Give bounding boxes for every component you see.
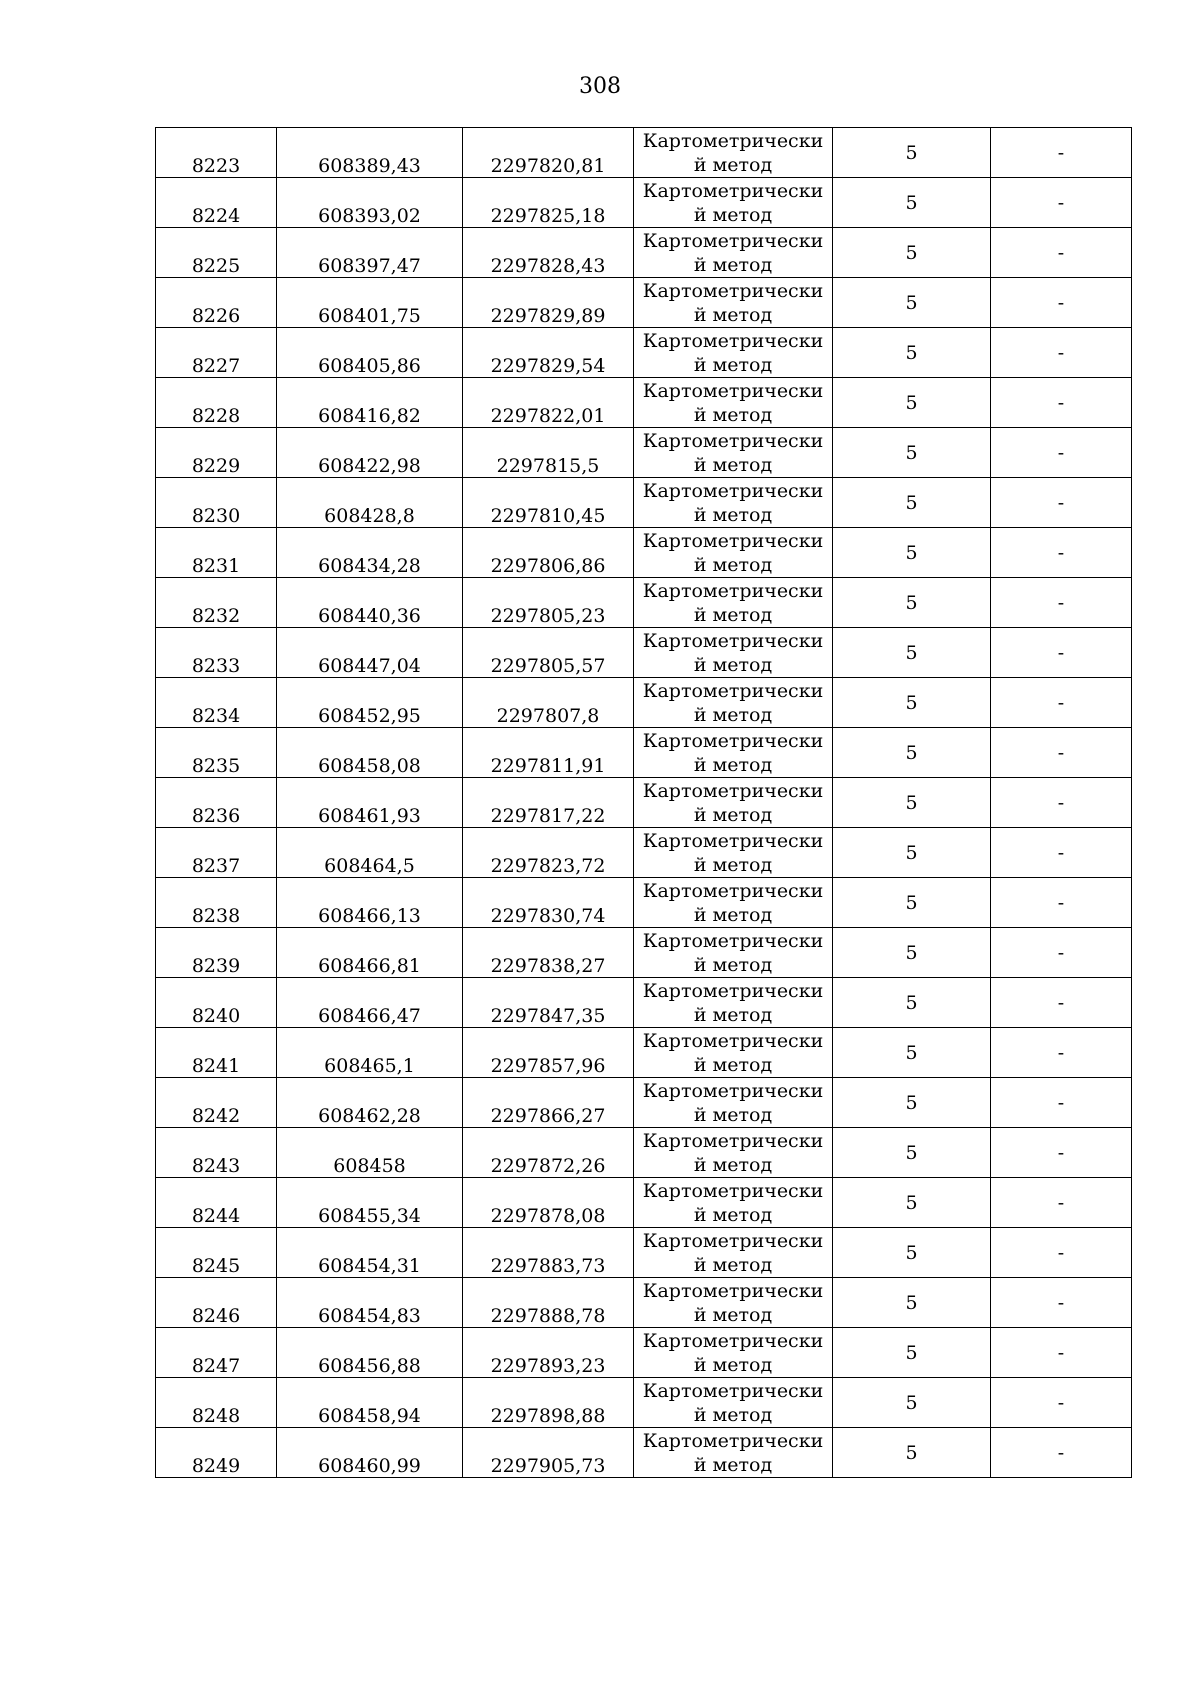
description-cell: - xyxy=(991,328,1132,378)
coordinates-table xyxy=(155,127,1132,1478)
accuracy-cell: 5 xyxy=(833,1328,991,1378)
point-number-cell: 8228 xyxy=(156,378,277,428)
y-coordinate-cell: 2297807,8 xyxy=(463,678,634,728)
point-number-cell: 8249 xyxy=(156,1428,277,1478)
description-cell: - xyxy=(991,528,1132,578)
point-number-cell: 8224 xyxy=(156,178,277,228)
y-coordinate-cell: 2297872,26 xyxy=(463,1128,634,1178)
table-row xyxy=(156,1428,1132,1478)
description-cell: - xyxy=(991,428,1132,478)
page-number: 308 xyxy=(579,74,621,99)
x-coordinate-cell: 608466,47 xyxy=(277,978,463,1028)
accuracy-cell: 5 xyxy=(833,278,991,328)
point-number-cell: 8226 xyxy=(156,278,277,328)
x-coordinate-cell: 608456,88 xyxy=(277,1328,463,1378)
method-line-1: Картометрически xyxy=(642,929,824,952)
description-cell: - xyxy=(991,478,1132,528)
table-row xyxy=(156,1178,1132,1228)
method-line-1: Картометрически xyxy=(642,1129,824,1152)
method-cell xyxy=(634,128,833,178)
point-number-cell: 8234 xyxy=(156,678,277,728)
method-line-1: Картометрически xyxy=(642,879,824,902)
method-line-2: й метод xyxy=(693,1053,773,1076)
table-row xyxy=(156,878,1132,928)
table-row xyxy=(156,678,1132,728)
method-line-2: й метод xyxy=(693,1453,773,1476)
point-number-cell: 8244 xyxy=(156,1178,277,1228)
y-coordinate-cell: 2297825,18 xyxy=(463,178,634,228)
x-coordinate-cell: 608466,13 xyxy=(277,878,463,928)
method-line-1: Картометрически xyxy=(642,779,824,802)
method-line-2: й метод xyxy=(693,1253,773,1276)
x-coordinate-cell: 608422,98 xyxy=(277,428,463,478)
method-cell xyxy=(634,1378,833,1428)
accuracy-cell: 5 xyxy=(833,428,991,478)
method-line-2: й метод xyxy=(693,453,773,476)
y-coordinate-cell: 2297805,23 xyxy=(463,578,634,628)
table-row xyxy=(156,578,1132,628)
x-coordinate-cell: 608460,99 xyxy=(277,1428,463,1478)
accuracy-cell: 5 xyxy=(833,828,991,878)
x-coordinate-cell: 608458,94 xyxy=(277,1378,463,1428)
description-cell: - xyxy=(991,1178,1132,1228)
description-cell: - xyxy=(991,278,1132,328)
method-line-1: Картометрически xyxy=(642,1279,824,1302)
accuracy-cell: 5 xyxy=(833,778,991,828)
point-number-cell: 8236 xyxy=(156,778,277,828)
accuracy-cell: 5 xyxy=(833,1378,991,1428)
accuracy-cell: 5 xyxy=(833,1128,991,1178)
description-cell: - xyxy=(991,828,1132,878)
method-cell xyxy=(634,478,833,528)
method-cell xyxy=(634,1078,833,1128)
method-cell xyxy=(634,1028,833,1078)
method-cell xyxy=(634,578,833,628)
method-line-1: Картометрически xyxy=(642,979,824,1002)
point-number-cell: 8223 xyxy=(156,128,277,178)
method-line-1: Картометрически xyxy=(642,829,824,852)
x-coordinate-cell: 608397,47 xyxy=(277,228,463,278)
description-cell: - xyxy=(991,1428,1132,1478)
accuracy-cell: 5 xyxy=(833,528,991,578)
point-number-cell: 8248 xyxy=(156,1378,277,1428)
method-line-2: й метод xyxy=(693,1303,773,1326)
x-coordinate-cell: 608455,34 xyxy=(277,1178,463,1228)
method-cell xyxy=(634,678,833,728)
description-cell: - xyxy=(991,1078,1132,1128)
method-line-2: й метод xyxy=(693,703,773,726)
method-line-1: Картометрически xyxy=(642,729,824,752)
method-cell xyxy=(634,1428,833,1478)
method-cell xyxy=(634,1278,833,1328)
table-row xyxy=(156,1028,1132,1078)
table-row xyxy=(156,1328,1132,1378)
y-coordinate-cell: 2297866,27 xyxy=(463,1078,634,1128)
method-line-1: Картометрически xyxy=(642,329,824,352)
method-line-2: й метод xyxy=(693,853,773,876)
method-line-1: Картометрически xyxy=(642,229,824,252)
accuracy-cell: 5 xyxy=(833,928,991,978)
table-row xyxy=(156,428,1132,478)
description-cell: - xyxy=(991,128,1132,178)
method-cell xyxy=(634,1178,833,1228)
method-line-1: Картометрически xyxy=(642,1079,824,1102)
method-line-1: Картометрически xyxy=(642,679,824,702)
accuracy-cell: 5 xyxy=(833,1228,991,1278)
point-number-cell: 8239 xyxy=(156,928,277,978)
point-number-cell: 8235 xyxy=(156,728,277,778)
point-number-cell: 8247 xyxy=(156,1328,277,1378)
accuracy-cell: 5 xyxy=(833,128,991,178)
table-row xyxy=(156,778,1132,828)
method-cell xyxy=(634,628,833,678)
method-cell xyxy=(634,178,833,228)
method-line-2: й метод xyxy=(693,553,773,576)
method-line-1: Картометрически xyxy=(642,279,824,302)
table-row xyxy=(156,128,1132,178)
method-line-2: й метод xyxy=(693,803,773,826)
y-coordinate-cell: 2297838,27 xyxy=(463,928,634,978)
x-coordinate-cell: 608440,36 xyxy=(277,578,463,628)
description-cell: - xyxy=(991,628,1132,678)
accuracy-cell: 5 xyxy=(833,1028,991,1078)
point-number-cell: 8245 xyxy=(156,1228,277,1278)
x-coordinate-cell: 608454,83 xyxy=(277,1278,463,1328)
accuracy-cell: 5 xyxy=(833,628,991,678)
accuracy-cell: 5 xyxy=(833,1278,991,1328)
point-number-cell: 8241 xyxy=(156,1028,277,1078)
table-row xyxy=(156,1278,1132,1328)
method-line-2: й метод xyxy=(693,153,773,176)
y-coordinate-cell: 2297810,45 xyxy=(463,478,634,528)
method-line-2: й метод xyxy=(693,953,773,976)
table-row xyxy=(156,928,1132,978)
table-row xyxy=(156,1078,1132,1128)
table-body xyxy=(156,128,1132,1478)
y-coordinate-cell: 2297817,22 xyxy=(463,778,634,828)
x-coordinate-cell: 608458 xyxy=(277,1128,463,1178)
table-row xyxy=(156,178,1132,228)
point-number-cell: 8237 xyxy=(156,828,277,878)
method-line-2: й метод xyxy=(693,203,773,226)
description-cell: - xyxy=(991,578,1132,628)
x-coordinate-cell: 608401,75 xyxy=(277,278,463,328)
method-line-2: й метод xyxy=(693,503,773,526)
accuracy-cell: 5 xyxy=(833,1178,991,1228)
y-coordinate-cell: 2297857,96 xyxy=(463,1028,634,1078)
method-cell xyxy=(634,928,833,978)
x-coordinate-cell: 608458,08 xyxy=(277,728,463,778)
method-line-2: й метод xyxy=(693,903,773,926)
point-number-cell: 8242 xyxy=(156,1078,277,1128)
y-coordinate-cell: 2297806,86 xyxy=(463,528,634,578)
description-cell: - xyxy=(991,1378,1132,1428)
y-coordinate-cell: 2297829,54 xyxy=(463,328,634,378)
method-line-2: й метод xyxy=(693,653,773,676)
method-cell xyxy=(634,1228,833,1278)
table-row xyxy=(156,228,1132,278)
method-cell xyxy=(634,878,833,928)
method-line-2: й метод xyxy=(693,353,773,376)
x-coordinate-cell: 608464,5 xyxy=(277,828,463,878)
y-coordinate-cell: 2297815,5 xyxy=(463,428,634,478)
method-line-1: Картометрически xyxy=(642,429,824,452)
accuracy-cell: 5 xyxy=(833,978,991,1028)
x-coordinate-cell: 608428,8 xyxy=(277,478,463,528)
method-line-2: й метод xyxy=(693,1203,773,1226)
method-line-1: Картометрически xyxy=(642,629,824,652)
y-coordinate-cell: 2297811,91 xyxy=(463,728,634,778)
description-cell: - xyxy=(991,378,1132,428)
y-coordinate-cell: 2297820,81 xyxy=(463,128,634,178)
x-coordinate-cell: 608452,95 xyxy=(277,678,463,728)
method-line-2: й метод xyxy=(693,1003,773,1026)
y-coordinate-cell: 2297878,08 xyxy=(463,1178,634,1228)
table-row xyxy=(156,1228,1132,1278)
method-line-2: й метод xyxy=(693,753,773,776)
accuracy-cell: 5 xyxy=(833,678,991,728)
accuracy-cell: 5 xyxy=(833,1428,991,1478)
x-coordinate-cell: 608389,43 xyxy=(277,128,463,178)
y-coordinate-cell: 2297847,35 xyxy=(463,978,634,1028)
x-coordinate-cell: 608416,82 xyxy=(277,378,463,428)
table-row xyxy=(156,728,1132,778)
method-line-2: й метод xyxy=(693,603,773,626)
x-coordinate-cell: 608461,93 xyxy=(277,778,463,828)
description-cell: - xyxy=(991,878,1132,928)
y-coordinate-cell: 2297905,73 xyxy=(463,1428,634,1478)
method-line-1: Картометрически xyxy=(642,1229,824,1252)
point-number-cell: 8230 xyxy=(156,478,277,528)
method-line-2: й метод xyxy=(693,1353,773,1376)
method-cell xyxy=(634,728,833,778)
method-line-1: Картометрически xyxy=(642,1379,824,1402)
x-coordinate-cell: 608465,1 xyxy=(277,1028,463,1078)
method-cell xyxy=(634,1128,833,1178)
method-cell xyxy=(634,378,833,428)
accuracy-cell: 5 xyxy=(833,1078,991,1128)
accuracy-cell: 5 xyxy=(833,378,991,428)
accuracy-cell: 5 xyxy=(833,328,991,378)
table-row xyxy=(156,978,1132,1028)
y-coordinate-cell: 2297898,88 xyxy=(463,1378,634,1428)
description-cell: - xyxy=(991,1328,1132,1378)
method-cell xyxy=(634,428,833,478)
point-number-cell: 8227 xyxy=(156,328,277,378)
point-number-cell: 8231 xyxy=(156,528,277,578)
table-row xyxy=(156,278,1132,328)
y-coordinate-cell: 2297893,23 xyxy=(463,1328,634,1378)
method-line-1: Картометрически xyxy=(642,479,824,502)
accuracy-cell: 5 xyxy=(833,178,991,228)
table-row xyxy=(156,528,1132,578)
description-cell: - xyxy=(991,228,1132,278)
y-coordinate-cell: 2297829,89 xyxy=(463,278,634,328)
x-coordinate-cell: 608393,02 xyxy=(277,178,463,228)
x-coordinate-cell: 608462,28 xyxy=(277,1078,463,1128)
method-cell xyxy=(634,778,833,828)
method-cell xyxy=(634,278,833,328)
y-coordinate-cell: 2297828,43 xyxy=(463,228,634,278)
description-cell: - xyxy=(991,1028,1132,1078)
method-line-1: Картометрически xyxy=(642,1429,824,1452)
method-line-2: й метод xyxy=(693,1153,773,1176)
method-line-1: Картометрически xyxy=(642,1179,824,1202)
description-cell: - xyxy=(991,778,1132,828)
table-row xyxy=(156,378,1132,428)
description-cell: - xyxy=(991,178,1132,228)
description-cell: - xyxy=(991,1128,1132,1178)
point-number-cell: 8225 xyxy=(156,228,277,278)
method-cell xyxy=(634,228,833,278)
method-line-2: й метод xyxy=(693,303,773,326)
x-coordinate-cell: 608447,04 xyxy=(277,628,463,678)
point-number-cell: 8246 xyxy=(156,1278,277,1328)
method-line-1: Картометрически xyxy=(642,1029,824,1052)
y-coordinate-cell: 2297888,78 xyxy=(463,1278,634,1328)
accuracy-cell: 5 xyxy=(833,728,991,778)
method-line-1: Картометрически xyxy=(642,529,824,552)
accuracy-cell: 5 xyxy=(833,478,991,528)
description-cell: - xyxy=(991,728,1132,778)
table-row xyxy=(156,1128,1132,1178)
y-coordinate-cell: 2297822,01 xyxy=(463,378,634,428)
method-line-1: Картометрически xyxy=(642,129,824,152)
table-row xyxy=(156,478,1132,528)
accuracy-cell: 5 xyxy=(833,578,991,628)
method-line-1: Картометрически xyxy=(642,379,824,402)
description-cell: - xyxy=(991,1228,1132,1278)
x-coordinate-cell: 608466,81 xyxy=(277,928,463,978)
description-cell: - xyxy=(991,1278,1132,1328)
method-line-1: Картометрически xyxy=(642,179,824,202)
point-number-cell: 8233 xyxy=(156,628,277,678)
table-row xyxy=(156,628,1132,678)
y-coordinate-cell: 2297830,74 xyxy=(463,878,634,928)
accuracy-cell: 5 xyxy=(833,878,991,928)
method-cell xyxy=(634,328,833,378)
method-line-2: й метод xyxy=(693,253,773,276)
point-number-cell: 8240 xyxy=(156,978,277,1028)
point-number-cell: 8243 xyxy=(156,1128,277,1178)
y-coordinate-cell: 2297805,57 xyxy=(463,628,634,678)
method-cell xyxy=(634,828,833,878)
x-coordinate-cell: 608434,28 xyxy=(277,528,463,578)
method-line-1: Картометрически xyxy=(642,1329,824,1352)
method-cell xyxy=(634,978,833,1028)
point-number-cell: 8232 xyxy=(156,578,277,628)
x-coordinate-cell: 608454,31 xyxy=(277,1228,463,1278)
x-coordinate-cell: 608405,86 xyxy=(277,328,463,378)
table-row xyxy=(156,828,1132,878)
method-line-2: й метод xyxy=(693,1403,773,1426)
method-line-2: й метод xyxy=(693,1103,773,1126)
method-cell xyxy=(634,528,833,578)
description-cell: - xyxy=(991,678,1132,728)
accuracy-cell: 5 xyxy=(833,228,991,278)
y-coordinate-cell: 2297823,72 xyxy=(463,828,634,878)
method-line-1: Картометрически xyxy=(642,579,824,602)
table-row xyxy=(156,328,1132,378)
table-row xyxy=(156,1378,1132,1428)
method-line-2: й метод xyxy=(693,403,773,426)
point-number-cell: 8229 xyxy=(156,428,277,478)
description-cell: - xyxy=(991,978,1132,1028)
point-number-cell: 8238 xyxy=(156,878,277,928)
description-cell: - xyxy=(991,928,1132,978)
method-cell xyxy=(634,1328,833,1378)
y-coordinate-cell: 2297883,73 xyxy=(463,1228,634,1278)
